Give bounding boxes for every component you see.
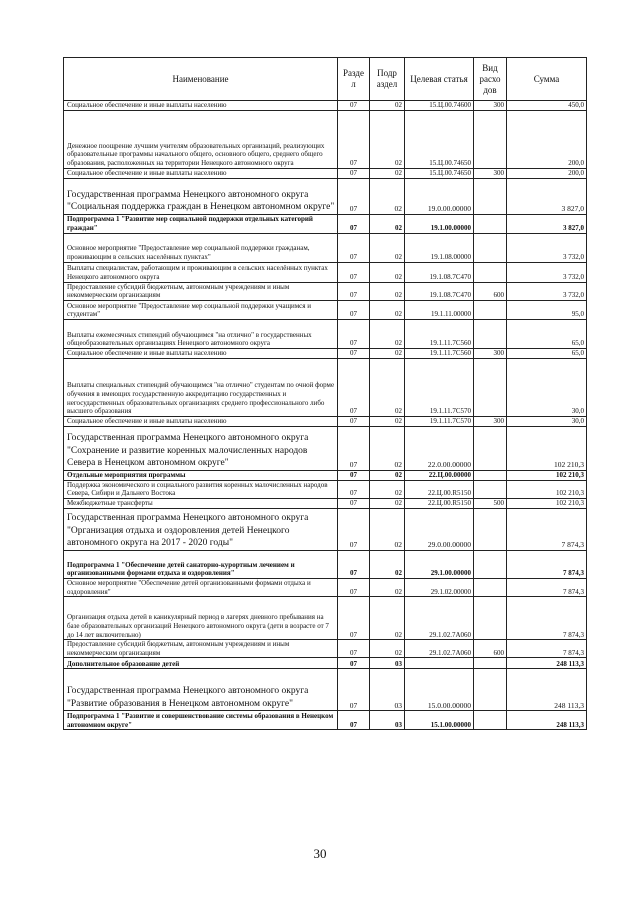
row-type-cell (474, 711, 507, 730)
row-amount-cell: 102 210,3 (507, 498, 587, 508)
row-section-cell: 07 (338, 470, 370, 480)
row-amount-cell: 30,0 (507, 416, 587, 426)
row-amount-cell: 102 210,3 (507, 470, 587, 480)
row-section-cell: 07 (338, 282, 370, 300)
row-type-cell: 600 (474, 282, 507, 300)
row-type-cell (474, 214, 507, 233)
row-target-cell: 22.0.00.00000 (405, 426, 474, 470)
row-target-cell: 19.1.08.7С470 (405, 282, 474, 300)
row-type-cell: 300 (474, 101, 507, 111)
row-name-cell: Социальное обеспечение и иные выплаты населению (64, 416, 338, 426)
row-subsection-cell: 02 (370, 508, 405, 550)
table-row (64, 640, 587, 658)
row-target-cell (405, 658, 474, 669)
row-name-cell: Выплаты специалистам, работающим и проживающим в сельских населённых пунктах Ненецкого автономного округа (64, 262, 338, 282)
row-section-cell: 07 (338, 550, 370, 578)
row-target-cell: 19.1.11.7С560 (405, 319, 474, 348)
table-row (64, 262, 587, 282)
row-subsection-cell: 02 (370, 262, 405, 282)
row-target-cell: 15.Ц.00.74650 (405, 110, 474, 168)
table-row (64, 358, 587, 416)
row-target-cell: 19.1.11.00000 (405, 300, 474, 319)
table-row (64, 300, 587, 319)
row-section-cell: 07 (338, 597, 370, 640)
row-type-cell (474, 597, 507, 640)
row-amount-cell: 7 874,3 (507, 508, 587, 550)
row-name-cell: Выплаты специальных стипендий обучающимся "на отлично" студентам по очной форме обучения в имеющих государственную аккредитацию государственных и негосударственных образовательных организациях среднего профессионального либо высшего образования (64, 358, 338, 416)
row-amount-cell: 95,0 (507, 300, 587, 319)
row-amount-cell: 7 874,3 (507, 597, 587, 640)
row-section-cell: 07 (338, 416, 370, 426)
row-name-cell: Социальное обеспечение и иные выплаты населению (64, 101, 338, 111)
row-name-cell: Подпрограмма 1 "Обеспечение детей санаторно-курортным лечением и организованными формами отдыха и оздоровления" (64, 550, 338, 578)
row-subsection-cell: 02 (370, 550, 405, 578)
row-name-cell: Подпрограмма 1 "Развитие и совершенствование системы образования в Ненецком автономном округе" (64, 711, 338, 730)
row-section-cell: 07 (338, 508, 370, 550)
row-amount-cell: 450,0 (507, 101, 587, 111)
row-amount-cell: 7 874,3 (507, 578, 587, 596)
row-target-cell: 29.1.02.00000 (405, 578, 474, 596)
row-target-cell: 15.0.00.00000 (405, 669, 474, 711)
row-name-cell: Предоставление субсидий бюджетным, автономным учреждениям и иным некоммерческим организациям (64, 282, 338, 300)
table-row (64, 233, 587, 262)
row-section-cell: 07 (338, 426, 370, 470)
table-row (64, 658, 587, 669)
row-amount-cell: 65,0 (507, 348, 587, 358)
row-amount-cell: 248 113,3 (507, 658, 587, 669)
row-amount-cell: 102 210,3 (507, 480, 587, 498)
row-name-cell: Отдельные мероприятия программы (64, 470, 338, 480)
row-amount-cell: 3 732,0 (507, 282, 587, 300)
row-name-cell: Государственная программа Ненецкого автономного округа "Социальная поддержка граждан в Ненецком автономном округе" (64, 178, 338, 214)
row-section-cell: 07 (338, 233, 370, 262)
row-subsection-cell: 02 (370, 300, 405, 319)
row-section-cell: 07 (338, 214, 370, 233)
row-name-cell: Организация отдыха детей в каникулярный период в лагерях дневного пребывания на базе образовательных организаций Ненецкого автономного округа (дети в возрасте от 7 до 14 лет включительно) (64, 597, 338, 640)
row-subsection-cell: 02 (370, 101, 405, 111)
row-name-cell: Государственная программа Ненецкого автономного округа "Организация отдыха и оздоровления детей Ненецкого автономного округа на 2017 - 2020 годы" (64, 508, 338, 550)
table-row (64, 550, 587, 578)
table-row (64, 348, 587, 358)
row-target-cell: 15.Ц.00.74600 (405, 101, 474, 111)
table-row (64, 214, 587, 233)
row-section-cell: 07 (338, 669, 370, 711)
row-target-cell: 15.1.00.00000 (405, 711, 474, 730)
row-section-cell: 07 (338, 348, 370, 358)
row-target-cell: 19.1.00.00000 (405, 214, 474, 233)
table-row (64, 578, 587, 596)
row-amount-cell: 3 732,0 (507, 233, 587, 262)
row-target-cell: 19.1.11.7С560 (405, 348, 474, 358)
row-name-cell: Поддержка экономического и социального развития коренных малочисленных народов Севера, Сибири и Дальнего Востока (64, 480, 338, 498)
row-section-cell: 07 (338, 578, 370, 596)
row-amount-cell: 30,0 (507, 358, 587, 416)
row-type-cell: 300 (474, 168, 507, 178)
row-subsection-cell: 02 (370, 426, 405, 470)
row-subsection-cell: 02 (370, 470, 405, 480)
row-target-cell: 22.Ц.00.R5150 (405, 480, 474, 498)
row-subsection-cell: 03 (370, 669, 405, 711)
row-subsection-cell: 02 (370, 597, 405, 640)
table-row (64, 168, 587, 178)
header-name: Наименование (64, 58, 338, 101)
table-row (64, 101, 587, 111)
row-type-cell (474, 358, 507, 416)
row-target-cell: 19.1.08.00000 (405, 233, 474, 262)
row-subsection-cell: 02 (370, 416, 405, 426)
header-target: Целевая статья (405, 58, 474, 101)
row-name-cell: Денежное поощрение лучшим учителям образовательных организаций, реализующих образовательные программы начального общего, основного общего, среднего общего образования, расположенных на территории Ненецкого автономного округа (64, 110, 338, 168)
row-type-cell (474, 262, 507, 282)
row-subsection-cell: 02 (370, 110, 405, 168)
row-target-cell: 29.1.00.00000 (405, 550, 474, 578)
budget-table (63, 57, 587, 730)
row-type-cell (474, 110, 507, 168)
row-target-cell: 19.0.00.00000 (405, 178, 474, 214)
row-subsection-cell: 03 (370, 658, 405, 669)
table-row (64, 711, 587, 730)
row-name-cell: Дополнительное образование детей (64, 658, 338, 669)
row-name-cell: Основное мероприятие "Предоставление мер социальной поддержки гражданам, проживающим в сельских населённых пунктах" (64, 233, 338, 262)
row-section-cell: 07 (338, 711, 370, 730)
row-target-cell: 29.1.02.7А060 (405, 597, 474, 640)
row-target-cell: 29.1.02.7А060 (405, 640, 474, 658)
row-name-cell: Основное мероприятие "Обеспечение детей организованными формами отдыха и оздоровления" (64, 578, 338, 596)
row-target-cell: 19.1.08.7С470 (405, 262, 474, 282)
header-subsection: Подр аздел (370, 58, 405, 101)
header-expense-type: Вид расхо дов (474, 58, 507, 101)
row-subsection-cell: 02 (370, 214, 405, 233)
table-row (64, 178, 587, 214)
row-type-cell (474, 578, 507, 596)
row-subsection-cell: 03 (370, 711, 405, 730)
row-amount-cell: 200,0 (507, 110, 587, 168)
row-type-cell (474, 669, 507, 711)
row-section-cell: 07 (338, 300, 370, 319)
row-type-cell (474, 319, 507, 348)
row-name-cell: Государственная программа Ненецкого автономного округа "Развитие образования в Ненецком автономном округе" (64, 669, 338, 711)
row-type-cell (474, 480, 507, 498)
row-section-cell: 07 (338, 358, 370, 416)
row-target-cell: 15.Ц.00.74650 (405, 168, 474, 178)
row-type-cell: 300 (474, 348, 507, 358)
row-subsection-cell: 02 (370, 319, 405, 348)
header-row (64, 58, 587, 101)
row-type-cell (474, 426, 507, 470)
row-type-cell (474, 300, 507, 319)
row-amount-cell: 65,0 (507, 319, 587, 348)
row-section-cell: 07 (338, 640, 370, 658)
row-type-cell (474, 508, 507, 550)
row-name-cell: Выплаты ежемесячных стипендий обучающимся "на отлично" в государственных общеобразовательных организациях Ненецкого автономного округа (64, 319, 338, 348)
row-name-cell: Социальное обеспечение и иные выплаты населению (64, 168, 338, 178)
row-subsection-cell: 02 (370, 480, 405, 498)
row-section-cell: 07 (338, 262, 370, 282)
row-subsection-cell: 02 (370, 233, 405, 262)
row-subsection-cell: 02 (370, 348, 405, 358)
row-name-cell: Государственная программа Ненецкого автономного округа "Сохранение и развитие коренных малочисленных народов Севера в Ненецком автономном округе" (64, 426, 338, 470)
table-row (64, 470, 587, 480)
row-amount-cell: 3 827,0 (507, 214, 587, 233)
table-row (64, 669, 587, 711)
row-type-cell (474, 658, 507, 669)
page-number: 30 (313, 846, 327, 861)
table-row (64, 426, 587, 470)
table-row (64, 416, 587, 426)
row-amount-cell: 200,0 (507, 168, 587, 178)
row-section-cell: 07 (338, 168, 370, 178)
header-section: Разде л (338, 58, 370, 101)
row-section-cell: 07 (338, 498, 370, 508)
row-subsection-cell: 02 (370, 640, 405, 658)
row-subsection-cell: 02 (370, 282, 405, 300)
row-section-cell: 07 (338, 101, 370, 111)
row-amount-cell: 102 210,3 (507, 426, 587, 470)
row-target-cell: 22.Ц.00.R5150 (405, 498, 474, 508)
table-row (64, 498, 587, 508)
row-target-cell: 19.1.11.7С570 (405, 416, 474, 426)
row-type-cell: 300 (474, 416, 507, 426)
row-type-cell (474, 470, 507, 480)
row-type-cell (474, 178, 507, 214)
row-subsection-cell: 02 (370, 578, 405, 596)
row-section-cell: 07 (338, 178, 370, 214)
row-amount-cell: 3 732,0 (507, 262, 587, 282)
row-type-cell (474, 233, 507, 262)
table-row (64, 508, 587, 550)
row-target-cell: 22.Ц.00.00000 (405, 470, 474, 480)
row-target-cell: 19.1.11.7С570 (405, 358, 474, 416)
row-subsection-cell: 02 (370, 498, 405, 508)
row-amount-cell: 248 113,3 (507, 669, 587, 711)
row-type-cell: 600 (474, 640, 507, 658)
row-name-cell: Подпрограмма 1 "Развитие мер социальной поддержки отдельных категорий граждан" (64, 214, 338, 233)
row-section-cell: 07 (338, 480, 370, 498)
row-amount-cell: 7 874,3 (507, 550, 587, 578)
row-amount-cell: 3 827,0 (507, 178, 587, 214)
table-row (64, 282, 587, 300)
header-amount: Сумма (507, 58, 587, 101)
row-name-cell: Предоставление субсидий бюджетным, автономным учреждениям и иным некоммерческим организациям (64, 640, 338, 658)
row-name-cell: Социальное обеспечение и иные выплаты населению (64, 348, 338, 358)
row-subsection-cell: 02 (370, 178, 405, 214)
row-type-cell (474, 550, 507, 578)
row-amount-cell: 7 874,3 (507, 640, 587, 658)
row-type-cell: 500 (474, 498, 507, 508)
row-section-cell: 07 (338, 658, 370, 669)
table-row (64, 480, 587, 498)
table-row (64, 110, 587, 168)
table-row (64, 597, 587, 640)
row-subsection-cell: 02 (370, 358, 405, 416)
row-name-cell: Основное мероприятие "Предоставление мер социальной поддержки учащимся и студентам" (64, 300, 338, 319)
row-section-cell: 07 (338, 110, 370, 168)
row-name-cell: Межбюджетные трансферты (64, 498, 338, 508)
row-target-cell: 29.0.00.00000 (405, 508, 474, 550)
row-amount-cell: 248 113,3 (507, 711, 587, 730)
table-row (64, 319, 587, 348)
table-body (64, 101, 587, 730)
row-subsection-cell: 02 (370, 168, 405, 178)
row-section-cell: 07 (338, 319, 370, 348)
